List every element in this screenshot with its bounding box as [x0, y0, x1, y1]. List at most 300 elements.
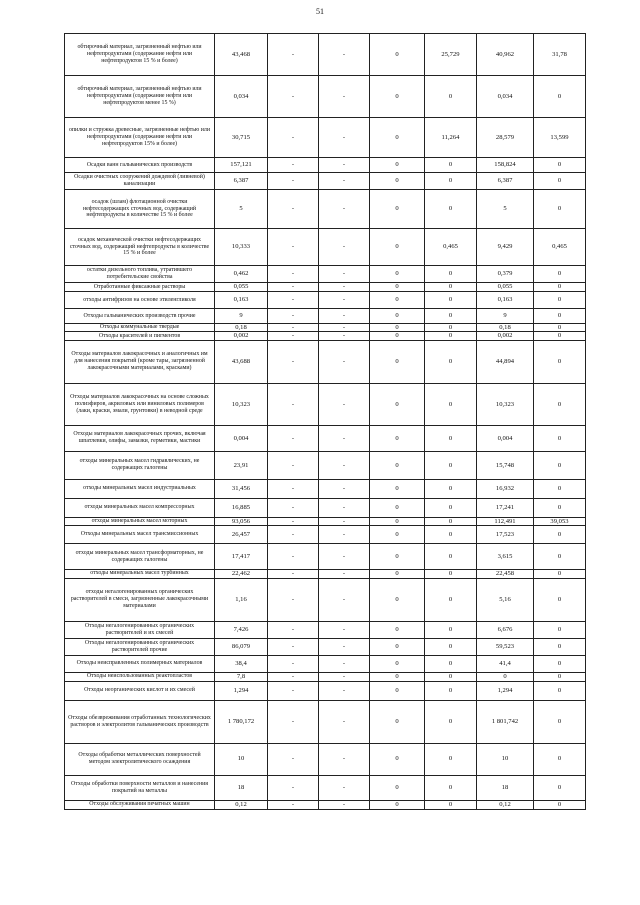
value-cell: 0,462 — [215, 266, 268, 283]
value-cell: - — [319, 229, 370, 266]
value-cell: 1 801,742 — [477, 700, 534, 743]
value-cell: 0 — [534, 655, 586, 672]
value-cell: 0 — [370, 655, 425, 672]
value-cell: 0,034 — [477, 76, 534, 118]
value-cell: 5,16 — [477, 578, 534, 621]
value-cell: 0,18 — [215, 324, 268, 332]
waste-name-cell: отходы минеральных масел турбинных — [65, 570, 215, 578]
value-cell: - — [319, 332, 370, 340]
value-cell: 5 — [477, 190, 534, 229]
value-cell: 0 — [534, 700, 586, 743]
waste-name-cell: осадок механической очистки нефтесодержащих сточных вод, содержащий нефтепродукты в количестве 15 % и более — [65, 229, 215, 266]
page-number: 51 — [316, 7, 324, 16]
value-cell: 0,163 — [477, 292, 534, 309]
value-cell: 0 — [534, 638, 586, 655]
table-row — [65, 570, 586, 578]
value-cell: 0 — [534, 621, 586, 638]
value-cell: 0 — [370, 324, 425, 332]
waste-name-cell: Отходы материалов лакокрасочных и аналогичных им для нанесения покрытий (кроме тары, загрязненной лакокрасочными материалами, красками) — [65, 340, 215, 383]
value-cell: 0 — [425, 621, 477, 638]
value-cell: 0 — [534, 309, 586, 324]
value-cell: 0,163 — [215, 292, 268, 309]
value-cell: - — [319, 425, 370, 451]
value-cell: - — [319, 383, 370, 425]
value-cell: 0 — [534, 451, 586, 479]
value-cell: 0 — [370, 743, 425, 775]
value-cell: 16,932 — [477, 479, 534, 498]
waste-name-cell: обтирочный материал, загрязненный нефтью или нефтепродуктами (содержание нефти или нефтепродуктов менее 15 %) — [65, 76, 215, 118]
waste-name-cell: Осадки ванн гальванических производств — [65, 158, 215, 173]
waste-name-cell: Отходы обезвреживания отработанных технологических растворов и электролитов гальванических производств — [65, 700, 215, 743]
value-cell: 9 — [477, 309, 534, 324]
waste-name-cell: Отходы обработки металлических поверхностей методом электролитического осаждения — [65, 743, 215, 775]
value-cell: 0 — [425, 544, 477, 570]
value-cell: - — [268, 498, 319, 517]
value-cell: 7,426 — [215, 621, 268, 638]
value-cell: 0 — [534, 570, 586, 578]
value-cell: 0 — [534, 498, 586, 517]
value-cell: 0 — [425, 266, 477, 283]
value-cell: 0 — [534, 526, 586, 544]
waste-table — [64, 33, 586, 810]
value-cell: 30,715 — [215, 118, 268, 158]
value-cell: 0 — [370, 451, 425, 479]
table-row — [65, 190, 586, 229]
value-cell: 10,333 — [215, 229, 268, 266]
waste-name-cell: Отходы неиспользованных реактопластов — [65, 672, 215, 681]
value-cell: - — [268, 118, 319, 158]
table-row — [65, 517, 586, 525]
value-cell: - — [268, 229, 319, 266]
value-cell: 0,379 — [477, 266, 534, 283]
value-cell: 43,468 — [215, 34, 268, 76]
value-cell: 0 — [425, 681, 477, 700]
value-cell: 0 — [425, 578, 477, 621]
value-cell: - — [268, 266, 319, 283]
waste-name-cell: отходы минеральных масел гидравлических, не содержащих галогены — [65, 451, 215, 479]
value-cell: 0 — [534, 324, 586, 332]
value-cell: 17,417 — [215, 544, 268, 570]
value-cell: 0 — [370, 621, 425, 638]
waste-name-cell: отходы антифризов на основе этиленгликоля — [65, 292, 215, 309]
value-cell: - — [319, 266, 370, 283]
table-row — [65, 621, 586, 638]
value-cell: 0 — [425, 517, 477, 525]
value-cell: - — [268, 700, 319, 743]
value-cell: - — [319, 190, 370, 229]
waste-name-cell: Отходы неорганических кислот и их смесей — [65, 681, 215, 700]
value-cell: 86,079 — [215, 638, 268, 655]
waste-name-cell: остатки дизельного топлива, утратившего потребительские свойства — [65, 266, 215, 283]
value-cell: 10,323 — [215, 383, 268, 425]
value-cell: 0 — [425, 743, 477, 775]
value-cell: 0 — [370, 672, 425, 681]
value-cell: - — [319, 775, 370, 800]
value-cell: 0 — [477, 672, 534, 681]
table-row — [65, 118, 586, 158]
value-cell: 0 — [534, 672, 586, 681]
value-cell: 0 — [534, 76, 586, 118]
waste-name-cell: Отходы минеральных масел трансмиссионных — [65, 526, 215, 544]
value-cell: - — [268, 578, 319, 621]
value-cell: 0 — [534, 479, 586, 498]
value-cell: 59,523 — [477, 638, 534, 655]
value-cell: - — [319, 544, 370, 570]
value-cell: 6,387 — [477, 173, 534, 190]
table-row — [65, 309, 586, 324]
value-cell: 0 — [534, 266, 586, 283]
waste-name-cell: Отходы обслуживания печатных машин — [65, 800, 215, 809]
waste-name-cell: Отходы обработки поверхности металлов и нанесения покрытий на металлы — [65, 775, 215, 800]
value-cell: 0 — [534, 332, 586, 340]
value-cell: 0 — [534, 383, 586, 425]
value-cell: 0 — [370, 578, 425, 621]
value-cell: 0 — [370, 158, 425, 173]
waste-name-cell: Отходы красителей и пигментов — [65, 332, 215, 340]
table-row — [65, 76, 586, 118]
table-row — [65, 498, 586, 517]
value-cell: 1,294 — [215, 681, 268, 700]
value-cell: 0,465 — [534, 229, 586, 266]
value-cell: 0 — [425, 425, 477, 451]
value-cell: 0 — [534, 800, 586, 809]
table-row — [65, 425, 586, 451]
value-cell: 0,18 — [477, 324, 534, 332]
value-cell: 0 — [425, 76, 477, 118]
value-cell: 93,056 — [215, 517, 268, 525]
waste-name-cell: обтирочный материал, загрязненный нефтью или нефтепродуктами (содержание нефти или нефтепродуктов 15 % и более) — [65, 34, 215, 76]
waste-name-cell: отходы негалогенированных органических растворителей в смеси, загрязненные лакокрасочными материалами — [65, 578, 215, 621]
value-cell: - — [319, 118, 370, 158]
value-cell: - — [268, 451, 319, 479]
waste-name-cell: осадок (шлам) флотационной очистки нефтесодержащих сточных вод, содержащий нефтепродукты в количестве 15 % и более — [65, 190, 215, 229]
value-cell: 31,78 — [534, 34, 586, 76]
value-cell: 0 — [370, 229, 425, 266]
value-cell: - — [268, 158, 319, 173]
value-cell: 0 — [534, 743, 586, 775]
value-cell: 0 — [534, 578, 586, 621]
value-cell: - — [268, 479, 319, 498]
value-cell: 0 — [370, 517, 425, 525]
value-cell: 22,462 — [215, 570, 268, 578]
value-cell: - — [268, 34, 319, 76]
value-cell: 0 — [425, 526, 477, 544]
value-cell: 44,894 — [477, 340, 534, 383]
value-cell: - — [268, 190, 319, 229]
waste-name-cell: опилки и стружка древесные, загрязненные нефтью или нефтепродуктами (содержание нефти или нефтепродуктов 15% и более) — [65, 118, 215, 158]
table-row — [65, 283, 586, 292]
value-cell: 7,8 — [215, 672, 268, 681]
value-cell: 0,055 — [215, 283, 268, 292]
waste-name-cell: Отработанные фиксажные растворы — [65, 283, 215, 292]
value-cell: - — [319, 570, 370, 578]
waste-name-cell: Отходы материалов лакокрасочных на основе сложных полиэфиров, акриловых или виниловых полимеров (лаки, краски, эмали, грунтовки) в неводной среде — [65, 383, 215, 425]
value-cell: - — [319, 526, 370, 544]
value-cell: - — [268, 544, 319, 570]
value-cell: - — [268, 173, 319, 190]
value-cell: 40,962 — [477, 34, 534, 76]
value-cell: - — [319, 34, 370, 76]
value-cell: 0 — [534, 283, 586, 292]
value-cell: - — [268, 309, 319, 324]
value-cell: 0 — [425, 292, 477, 309]
value-cell: - — [268, 638, 319, 655]
value-cell: 0 — [534, 173, 586, 190]
table-row — [65, 526, 586, 544]
value-cell: 9 — [215, 309, 268, 324]
table-row — [65, 34, 586, 76]
table-row — [65, 332, 586, 340]
value-cell: 41,4 — [477, 655, 534, 672]
value-cell: 9,429 — [477, 229, 534, 266]
table-row — [65, 672, 586, 681]
value-cell: 0 — [534, 775, 586, 800]
value-cell: 0 — [370, 283, 425, 292]
value-cell: 0,004 — [215, 425, 268, 451]
value-cell: 1,294 — [477, 681, 534, 700]
waste-name-cell: Отходы материалов лакокрасочных прочих, включая шпатлевки, олифы, замазки, герметики, мастики — [65, 425, 215, 451]
value-cell: - — [268, 743, 319, 775]
value-cell: 0 — [370, 638, 425, 655]
value-cell: 31,456 — [215, 479, 268, 498]
value-cell: 0,002 — [215, 332, 268, 340]
value-cell: 0 — [370, 800, 425, 809]
value-cell: 6,676 — [477, 621, 534, 638]
value-cell: - — [268, 655, 319, 672]
value-cell: 0 — [425, 451, 477, 479]
value-cell: - — [319, 498, 370, 517]
value-cell: 38,4 — [215, 655, 268, 672]
value-cell: 0 — [370, 775, 425, 800]
value-cell: 0,12 — [215, 800, 268, 809]
waste-name-cell: отходы минеральных масел трансформаторных, не содержащих галогены — [65, 544, 215, 570]
value-cell: 0 — [370, 544, 425, 570]
table-row — [65, 700, 586, 743]
value-cell: 39,053 — [534, 517, 586, 525]
table-row — [65, 655, 586, 672]
value-cell: 0,12 — [477, 800, 534, 809]
value-cell: 26,457 — [215, 526, 268, 544]
value-cell: - — [268, 570, 319, 578]
value-cell: - — [268, 76, 319, 118]
value-cell: 0 — [425, 479, 477, 498]
table-row — [65, 383, 586, 425]
table-row — [65, 292, 586, 309]
value-cell: 0 — [370, 34, 425, 76]
value-cell: - — [268, 324, 319, 332]
value-cell: 0 — [425, 800, 477, 809]
value-cell: 1 780,172 — [215, 700, 268, 743]
waste-name-cell: Осадки очистных сооружений дождевой (ливневой) канализации — [65, 173, 215, 190]
value-cell: - — [319, 479, 370, 498]
value-cell: 0 — [370, 173, 425, 190]
value-cell: - — [268, 526, 319, 544]
waste-name-cell: Отходы негалогенированных органических растворителей и их смесей — [65, 621, 215, 638]
value-cell: 1,16 — [215, 578, 268, 621]
table-row — [65, 544, 586, 570]
table-row — [65, 578, 586, 621]
value-cell: - — [268, 800, 319, 809]
value-cell: 0 — [425, 173, 477, 190]
value-cell: 0 — [370, 332, 425, 340]
value-cell: 28,579 — [477, 118, 534, 158]
value-cell: - — [319, 340, 370, 383]
value-cell: - — [319, 655, 370, 672]
value-cell: - — [319, 292, 370, 309]
value-cell: 157,121 — [215, 158, 268, 173]
value-cell: 112,491 — [477, 517, 534, 525]
value-cell: 25,729 — [425, 34, 477, 76]
value-cell: - — [319, 309, 370, 324]
value-cell: 0 — [425, 190, 477, 229]
waste-table-body — [65, 34, 586, 810]
value-cell: - — [319, 158, 370, 173]
value-cell: 0 — [370, 479, 425, 498]
value-cell: 5 — [215, 190, 268, 229]
value-cell: - — [319, 76, 370, 118]
value-cell: 0 — [425, 775, 477, 800]
value-cell: 17,523 — [477, 526, 534, 544]
value-cell: 10 — [477, 743, 534, 775]
waste-name-cell: Отходы негалогенированных органических растворителей прочие — [65, 638, 215, 655]
value-cell: - — [319, 517, 370, 525]
value-cell: 0 — [534, 544, 586, 570]
value-cell: 15,748 — [477, 451, 534, 479]
value-cell: 0 — [534, 425, 586, 451]
value-cell: 158,824 — [477, 158, 534, 173]
value-cell: - — [268, 292, 319, 309]
value-cell: - — [319, 578, 370, 621]
value-cell: 3,615 — [477, 544, 534, 570]
value-cell: - — [268, 383, 319, 425]
value-cell: 0 — [370, 526, 425, 544]
value-cell: 0 — [534, 681, 586, 700]
table-row — [65, 229, 586, 266]
value-cell: 0,004 — [477, 425, 534, 451]
value-cell: - — [268, 681, 319, 700]
value-cell: - — [268, 775, 319, 800]
value-cell: 0 — [370, 118, 425, 158]
table-row — [65, 479, 586, 498]
value-cell: - — [319, 324, 370, 332]
value-cell: 16,885 — [215, 498, 268, 517]
table-row — [65, 340, 586, 383]
value-cell: - — [319, 451, 370, 479]
value-cell: - — [319, 173, 370, 190]
value-cell: - — [319, 638, 370, 655]
value-cell: 0 — [425, 672, 477, 681]
value-cell: 0 — [425, 638, 477, 655]
value-cell: 0 — [425, 158, 477, 173]
waste-name-cell: отходы минеральных масел компрессорных — [65, 498, 215, 517]
value-cell: 0 — [425, 340, 477, 383]
value-cell: - — [268, 517, 319, 525]
value-cell: 0 — [425, 332, 477, 340]
value-cell: 18 — [477, 775, 534, 800]
value-cell: 18 — [215, 775, 268, 800]
value-cell: 0 — [425, 383, 477, 425]
value-cell: 0 — [370, 498, 425, 517]
value-cell: 0 — [370, 266, 425, 283]
table-row — [65, 775, 586, 800]
waste-name-cell: Отходы гальванических производств прочие — [65, 309, 215, 324]
value-cell: 11,264 — [425, 118, 477, 158]
value-cell: 0 — [370, 681, 425, 700]
value-cell: 0,034 — [215, 76, 268, 118]
value-cell: 0 — [370, 190, 425, 229]
value-cell: - — [268, 340, 319, 383]
value-cell: - — [319, 681, 370, 700]
table-row — [65, 451, 586, 479]
value-cell: 0 — [370, 309, 425, 324]
value-cell: - — [319, 672, 370, 681]
table-row — [65, 324, 586, 332]
value-cell: - — [268, 621, 319, 638]
value-cell: 43,688 — [215, 340, 268, 383]
value-cell: 0,465 — [425, 229, 477, 266]
value-cell: 17,241 — [477, 498, 534, 517]
value-cell: 10,323 — [477, 383, 534, 425]
value-cell: 0 — [425, 283, 477, 292]
value-cell: 0 — [425, 570, 477, 578]
value-cell: 0 — [370, 570, 425, 578]
value-cell: 23,91 — [215, 451, 268, 479]
value-cell: 0 — [370, 425, 425, 451]
value-cell: 10 — [215, 743, 268, 775]
value-cell: 0 — [534, 340, 586, 383]
value-cell: - — [319, 283, 370, 292]
value-cell: - — [268, 425, 319, 451]
value-cell: 0 — [370, 340, 425, 383]
waste-name-cell: отходы минеральных масел индустриальных — [65, 479, 215, 498]
value-cell: 0 — [370, 700, 425, 743]
value-cell: 0 — [425, 498, 477, 517]
waste-name-cell: Отходы коммунальные твердые — [65, 324, 215, 332]
value-cell: 0,002 — [477, 332, 534, 340]
value-cell: - — [319, 800, 370, 809]
waste-name-cell: отходы минеральных масел моторных — [65, 517, 215, 525]
value-cell: 0 — [370, 383, 425, 425]
value-cell: 0 — [534, 158, 586, 173]
table-row — [65, 800, 586, 809]
value-cell: - — [268, 283, 319, 292]
waste-name-cell: Отходы неисправленных полимерных материалов — [65, 655, 215, 672]
value-cell: 0 — [425, 324, 477, 332]
value-cell: 0 — [425, 309, 477, 324]
value-cell: 0 — [534, 190, 586, 229]
value-cell: 22,458 — [477, 570, 534, 578]
value-cell: 0 — [370, 76, 425, 118]
value-cell: - — [319, 700, 370, 743]
table-row — [65, 158, 586, 173]
value-cell: 13,599 — [534, 118, 586, 158]
table-row — [65, 743, 586, 775]
value-cell: - — [319, 621, 370, 638]
value-cell: 0 — [534, 292, 586, 309]
value-cell: - — [319, 743, 370, 775]
table-row — [65, 638, 586, 655]
value-cell: 0,055 — [477, 283, 534, 292]
table-row — [65, 681, 586, 700]
value-cell: - — [268, 332, 319, 340]
value-cell: - — [268, 672, 319, 681]
value-cell: 0 — [370, 292, 425, 309]
table-row — [65, 173, 586, 190]
value-cell: 0 — [425, 700, 477, 743]
value-cell: 0 — [425, 655, 477, 672]
table-row — [65, 266, 586, 283]
value-cell: 6,387 — [215, 173, 268, 190]
